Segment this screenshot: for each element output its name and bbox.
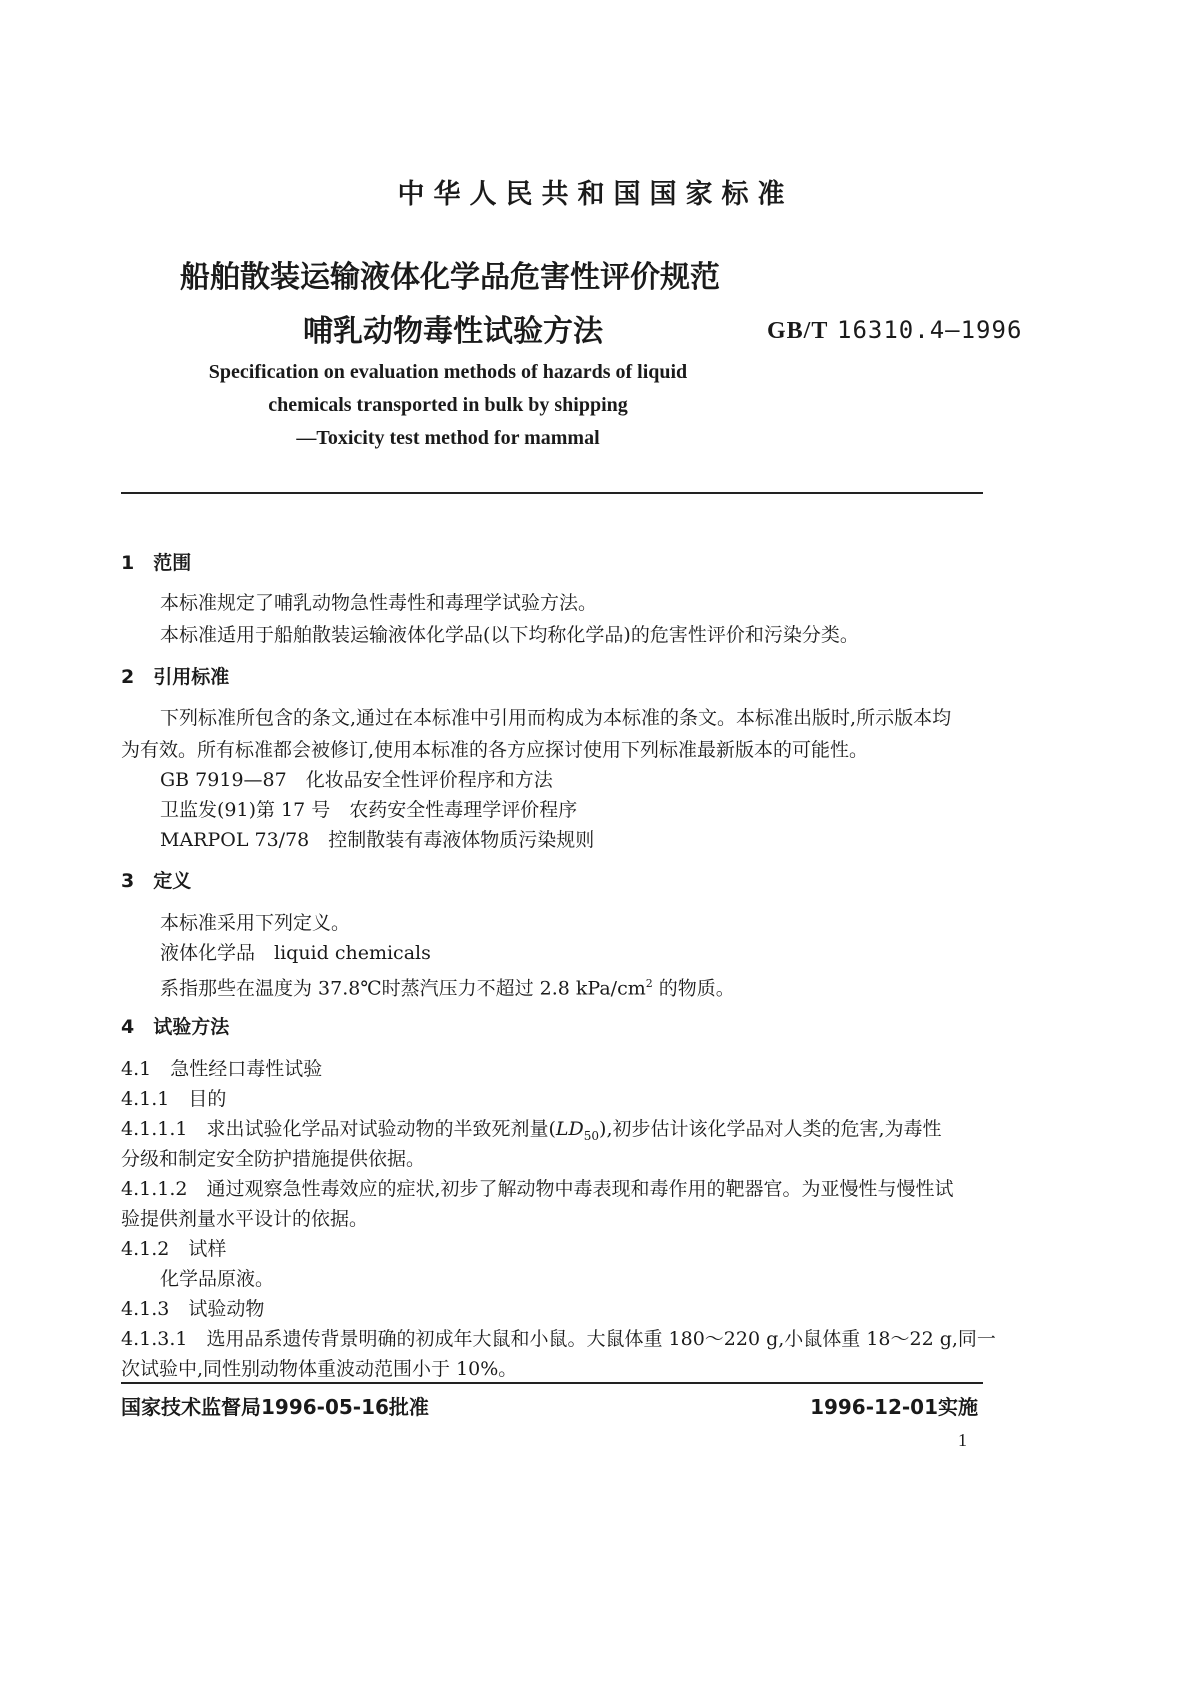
reference-item: GB 7919—87 化妆品安全性评价程序和方法 bbox=[160, 769, 553, 791]
section-3-para-1: 本标准采用下列定义。 bbox=[160, 912, 351, 934]
clause-4-1-1-1: 4.1.1.1 求出试验化学品对试验动物的半致死剂量$(LD_{50})$,初步估计该化学品对人类的危害,为毒性 bbox=[121, 1118, 942, 1143]
header-divider bbox=[121, 492, 983, 494]
national-standard-title: 中华人民共和国国家标准 bbox=[397, 179, 794, 210]
document-title-cn-line2: 哺乳动物毒性试验方法 bbox=[303, 314, 603, 349]
section-2-para-line-2: 为有效。所有标准都会被修订,使用本标准的各方应探讨使用下列标准最新版本的可能性。 bbox=[121, 739, 869, 761]
clause-4-1-3-1-cont: 次试验中,同性别动物体重波动范围小于 10%。 bbox=[121, 1358, 518, 1380]
clause-4-1-3-1: 4.1.3.1 选用品系遗传背景明确的初成年大鼠和小鼠。大鼠体重 180～220 g,小鼠体重 18～22 g,同一 bbox=[121, 1328, 996, 1350]
clause-4-1-1: 4.1.1 目的 bbox=[121, 1088, 227, 1110]
standard-code: 16310.4—1996 bbox=[837, 316, 1023, 344]
title-en-line3: —Toxicity test method for mammal bbox=[296, 427, 600, 449]
term-liquid-chemicals: 液体化学品 liquid chemicals bbox=[160, 942, 431, 964]
footer-divider bbox=[121, 1382, 983, 1384]
section-1-para-1: 本标准规定了哺乳动物急性毒性和毒理学试验方法。 bbox=[160, 592, 598, 614]
reference-item: MARPOL 73/78 控制散装有毒液体物质污染规则 bbox=[160, 829, 595, 851]
reference-item: 卫监发(91)第 17 号 农药安全性毒理学评价程序 bbox=[160, 799, 578, 821]
term-definition: 系指那些在温度为 37.8℃时蒸汽压力不超过 2.8 kPa/$cm^2$ 的物质。 bbox=[160, 977, 735, 1000]
clause-4-1-2: 4.1.2 试样 bbox=[121, 1238, 227, 1260]
section-2-para-line-1: 下列标准所包含的条文,通过在本标准中引用而构成为本标准的条文。本标准出版时,所示版本均 bbox=[160, 707, 952, 729]
title-en-line2: chemicals transported in bulk by shipping bbox=[268, 394, 628, 416]
approval-date: 国家技术监督局1996-05-16批准 bbox=[121, 1395, 429, 1419]
standard-number bbox=[767, 316, 1022, 345]
page-number: 1 bbox=[958, 1430, 967, 1450]
implementation-date: 1996-12-01实施 bbox=[810, 1395, 978, 1419]
section-4-heading: 4 试验方法 bbox=[121, 1016, 230, 1038]
section-3-heading: 3 定义 bbox=[121, 870, 192, 892]
section-2-heading: 2 引用标准 bbox=[121, 666, 230, 688]
section-1-heading: 1 范围 bbox=[121, 552, 192, 574]
clause-4-1: 4.1 急性经口毒性试验 bbox=[121, 1058, 323, 1080]
section-1-para-2: 本标准适用于船舶散装运输液体化学品(以下均称化学品)的危害性评价和污染分类。 bbox=[160, 624, 859, 646]
title-en-line1: Specification on evaluation methods of hazards of liquid bbox=[208, 361, 688, 383]
clause-4-1-2-text: 化学品原液。 bbox=[160, 1268, 275, 1290]
standard-prefix: GB/T bbox=[767, 318, 829, 344]
clause-4-1-1-1-cont: 分级和制定安全防护措施提供依据。 bbox=[121, 1148, 426, 1170]
clause-4-1-1-2: 4.1.1.2 通过观察急性毒效应的症状,初步了解动物中毒表现和毒作用的靶器官。为亚慢性与慢性试 bbox=[121, 1178, 954, 1200]
document-title-en bbox=[138, 356, 758, 455]
clause-4-1-3: 4.1.3 试验动物 bbox=[121, 1298, 265, 1320]
document-title-cn-line1: 船舶散装运输液体化学品危害性评价规范 bbox=[180, 260, 720, 295]
clause-4-1-1-2-cont: 验提供剂量水平设计的依据。 bbox=[121, 1208, 369, 1230]
